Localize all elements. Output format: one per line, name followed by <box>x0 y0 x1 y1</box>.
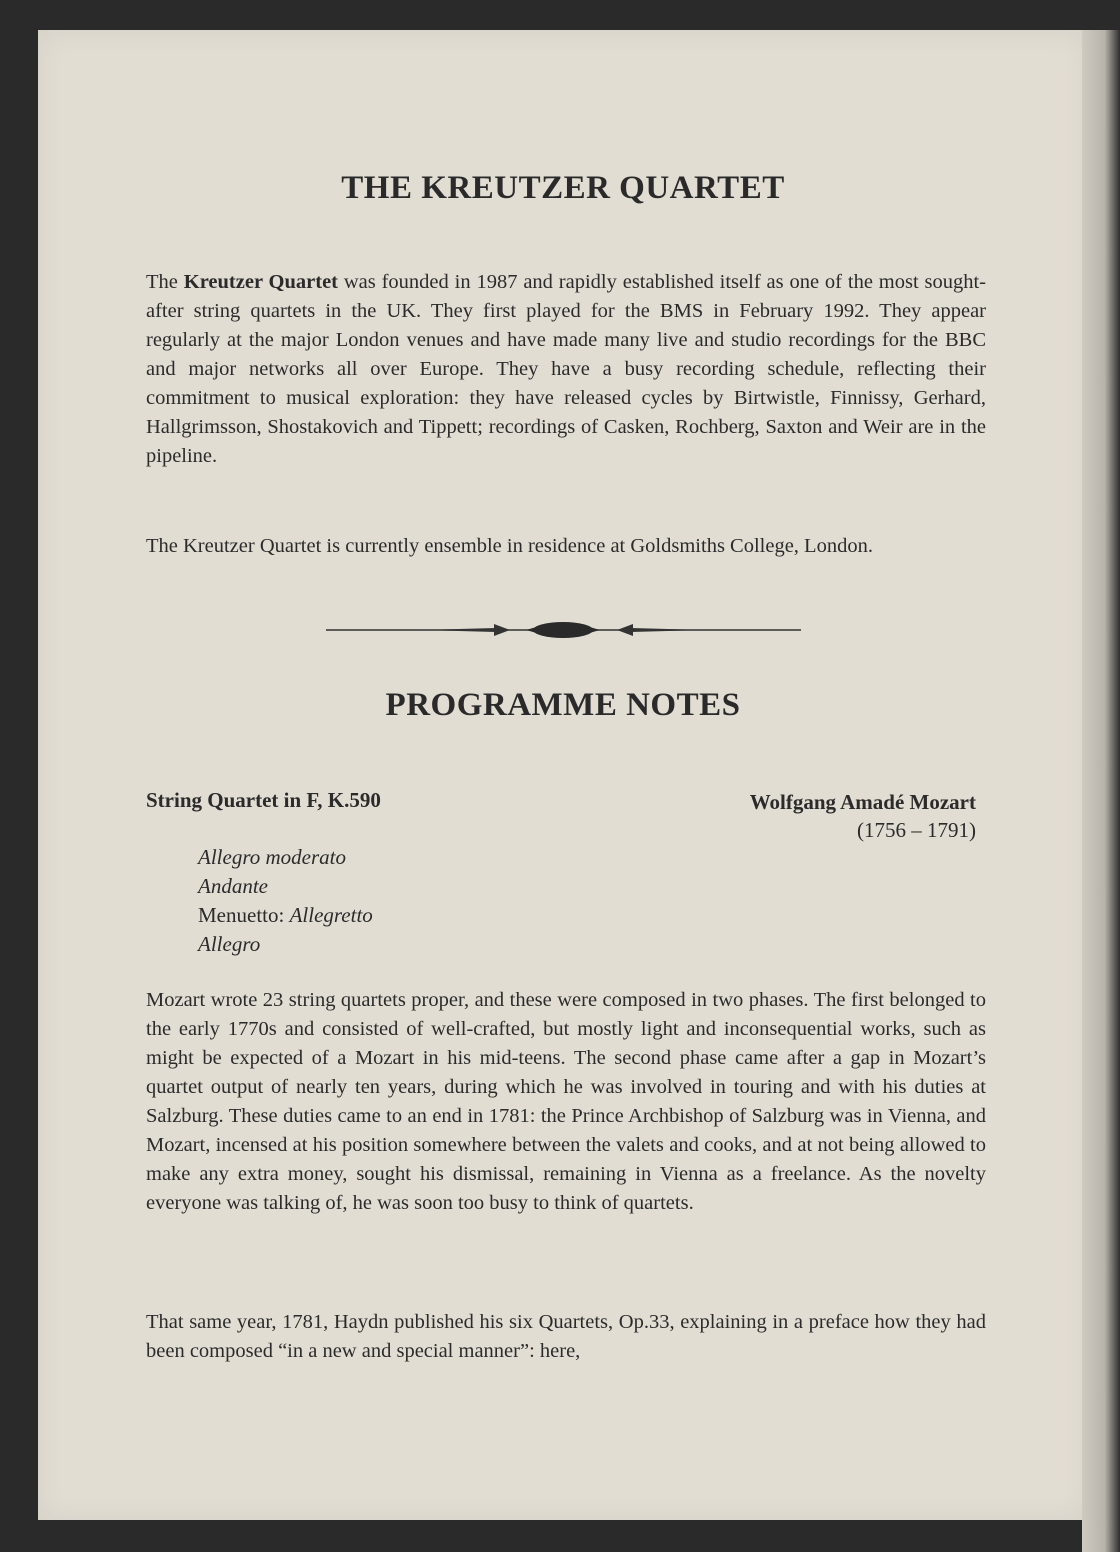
composer-dates: (1756 – 1791) <box>857 818 976 842</box>
movement-3-tempo: Allegretto <box>289 903 373 927</box>
page-heading: THE KREUTZER QUARTET <box>341 170 785 206</box>
movement-1: Allegro moderato <box>198 845 346 869</box>
bio-intro: The <box>146 271 184 293</box>
page-edge-shadow <box>1082 30 1120 1552</box>
notes-paragraph-1: Mozart wrote 23 string quartets proper, and these were composed in two phases. The first belonged to the early 1770s and consisted of well-crafted, but mostly light and inconsequential works, such as might be expected of a Mozart in his mid-teens. The second phase came after a gap in Mozart’s quartet output of nearly ten years, during which he was involved in touring and with his duties at Salzburg. These duties came to an end in 1781: the Prince Archbishop of Salzburg was in Vienna, and Mozart, incensed at his position somewhere between the valets and cooks, and at not being allowed to make any extra money, sought his dismissal, remaining in Vienna as a freelance. As the novelty everyone was talking of, he was soon too busy to think of quartets. <box>146 989 986 1214</box>
bio-text: was founded in 1987 and rapidly established itself as one of the most sought-after string quartets in the UK. They first played for the BMS in February 1992. They appear regularly at the major London venues and have made many live and studio recordings for the BBC and major networks all over Europe. They have a busy recording schedule, reflecting their commitment to musical exploration: they have released cycles by Birtwistle, Finnissy, Gerhard, Hallgrimsson, Shostakovich and Tippett; recordings of Casken, Rochberg, Saxton and Weir are in the pipeline. <box>146 271 987 467</box>
bio-paragraph <box>146 268 986 471</box>
page <box>38 30 1088 1520</box>
residence-paragraph: The Kreutzer Quartet is currently ensemble in residence at Goldsmiths College, London. <box>146 535 873 557</box>
notes-paragraph-2: That same year, 1781, Haydn published his six Quartets, Op.33, explaining in a preface how they had been composed “in a new and special manner”: here, <box>146 1311 986 1362</box>
page-content <box>38 30 1088 1520</box>
ornamental-divider <box>326 615 801 645</box>
movement-4: Allegro <box>198 932 261 956</box>
movement-list <box>198 843 373 959</box>
movement-3-prefix: Menuetto: <box>198 903 290 927</box>
composer-block <box>750 788 976 844</box>
work-title: String Quartet in F, K.590 <box>146 788 381 812</box>
movement-3 <box>198 901 373 930</box>
programme-heading: PROGRAMME NOTES <box>385 687 741 723</box>
ensemble-name: Kreutzer Quartet <box>183 271 338 293</box>
composer-name: Wolfgang Amadé Mozart <box>749 790 976 814</box>
movement-2: Andante <box>198 874 268 898</box>
